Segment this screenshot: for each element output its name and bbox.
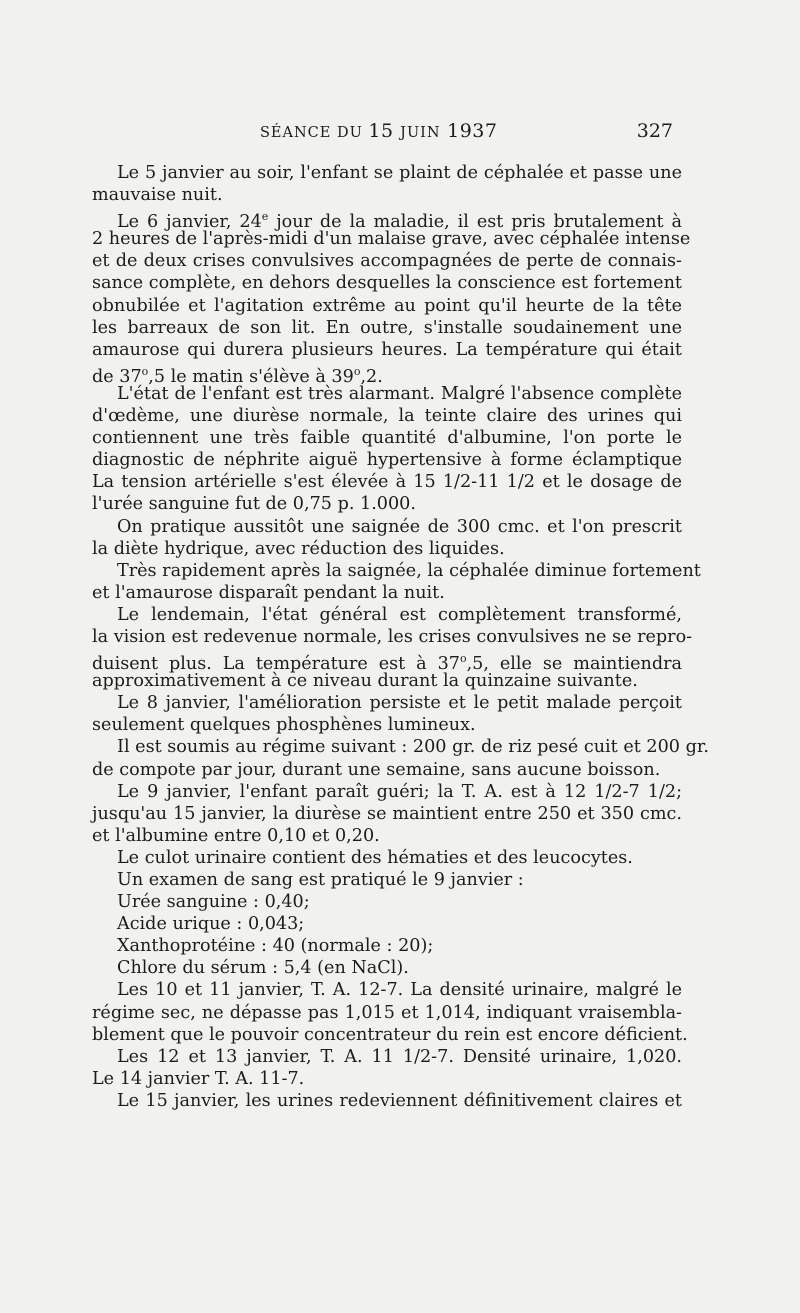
text-line: On pratique aussitôt une saignée de 300 cmc. et l'on prescrit: [117, 516, 682, 537]
page-header: [92, 120, 677, 150]
text-line: diagnostic de néphrite aiguë hypertensive à forme éclamptique: [92, 450, 682, 471]
text-line: Le 14 janvier T. A. 11-7.: [92, 1068, 305, 1089]
text-line: Les 12 et 13 janvier, T. A. 11 1/2-7. Densité urinaire, 1,020.: [117, 1046, 682, 1067]
text-line: 2 heures de l'après-midi d'un malaise grave, avec céphalée intense: [92, 229, 691, 250]
running-head: [260, 120, 498, 142]
text-line: sance complète, en dehors desquelles la conscience est fortement: [92, 273, 682, 294]
text-line: et de deux crises convulsives accompagnées de perte de connais-: [92, 251, 682, 272]
text-line: Acide urique : 0,043;: [117, 914, 305, 935]
text-line: Très rapidement après la saignée, la céphalée diminue fortement: [117, 560, 701, 581]
text-line: contiennent une très faible quantité d'albumine, l'on porte le: [92, 428, 682, 449]
text-line: amaurose qui durera plusieurs heures. La température qui était: [92, 339, 682, 360]
text-line: Chlore du sérum : 5,4 (en NaCl).: [117, 958, 409, 979]
text-line: Le 8 janvier, l'amélioration persiste et le petit malade perçoit: [117, 693, 682, 714]
text-line: Il est soumis au régime suivant : 200 gr. de riz pesé cuit et 200 gr.: [117, 737, 709, 758]
text-line: blement que le pouvoir concentrateur du rein est encore déficient.: [92, 1024, 688, 1045]
page-number: 327: [636, 120, 673, 142]
text-line: de compote par jour, durant une semaine, sans aucune boisson.: [92, 759, 661, 780]
running-head-year: 1937: [440, 120, 498, 142]
text-line: les barreaux de son lit. En outre, s'installe soudainement une: [92, 317, 682, 338]
text-line: seulement quelques phosphènes lumineux.: [92, 715, 476, 736]
text-line: La tension artérielle s'est élevée à 15 1/2-11 1/2 et le dosage de: [92, 472, 682, 493]
text-line: de 37$^o$,5 le matin s'élève à 39$^o$,2.: [92, 364, 383, 387]
text-line: régime sec, ne dépasse pas 1,015 et 1,014, indiquant vraisembla-: [92, 1002, 682, 1023]
text-line: Le culot urinaire contient des hématies et des leucocytes.: [117, 847, 633, 868]
text-line: Le 9 janvier, l'enfant paraît guéri; la T. A. est à 12 1/2-7 1/2;: [117, 781, 682, 802]
text-line: d'œdème, une diurèse normale, la teinte claire des urines qui: [92, 406, 682, 427]
text-line: Le 6 janvier, 24e jour de la maladie, il est pris brutalement à: [117, 210, 682, 233]
text-line: obnubilée et l'agitation extrême au point qu'il heurte de la tête: [92, 295, 682, 316]
text-line: Urée sanguine : 0,40;: [117, 892, 310, 913]
text-line: Xanthoprotéine : 40 (normale : 20);: [117, 936, 434, 957]
running-head-month: JUIN: [400, 125, 441, 141]
body-text: [92, 162, 709, 1112]
text-line: duisent plus. La température est à 37$^o$,5, elle se maintiendra: [92, 652, 682, 674]
running-head-date: 15: [368, 120, 401, 142]
text-line: mauvaise nuit.: [92, 185, 223, 206]
text-line: jusqu'au 15 janvier, la diurèse se maintient entre 250 et 350 cmc.: [92, 803, 682, 824]
text-line: Le 5 janvier au soir, l'enfant se plaint de céphalée et passe une: [117, 163, 682, 183]
text-line: approximativement à ce niveau durant la quinzaine suivante.: [92, 671, 638, 692]
text-line: l'urée sanguine fut de 0,75 p. 1.000.: [92, 494, 416, 515]
text-line: Le 15 janvier, les urines redeviennent définitivement claires et: [117, 1090, 682, 1111]
text-line: la vision est redevenue normale, les crises convulsives ne se repro-: [92, 626, 693, 647]
text-line: Le lendemain, l'état général est complètement transformé,: [117, 604, 682, 625]
text-line: Les 10 et 11 janvier, T. A. 12-7. La densité urinaire, malgré le: [117, 980, 682, 1001]
text-line: L'état de l'enfant est très alarmant. Malgré l'absence complète: [117, 383, 682, 404]
text-line: et l'amaurose disparaît pendant la nuit.: [92, 582, 445, 603]
text-line: et l'albumine entre 0,10 et 0,20.: [92, 825, 380, 846]
running-head-label: SÉANCE DU: [260, 125, 369, 141]
text-line: Un examen de sang est pratiqué le 9 janvier :: [117, 870, 524, 890]
text-line: la diète hydrique, avec réduction des liquides.: [92, 538, 505, 559]
